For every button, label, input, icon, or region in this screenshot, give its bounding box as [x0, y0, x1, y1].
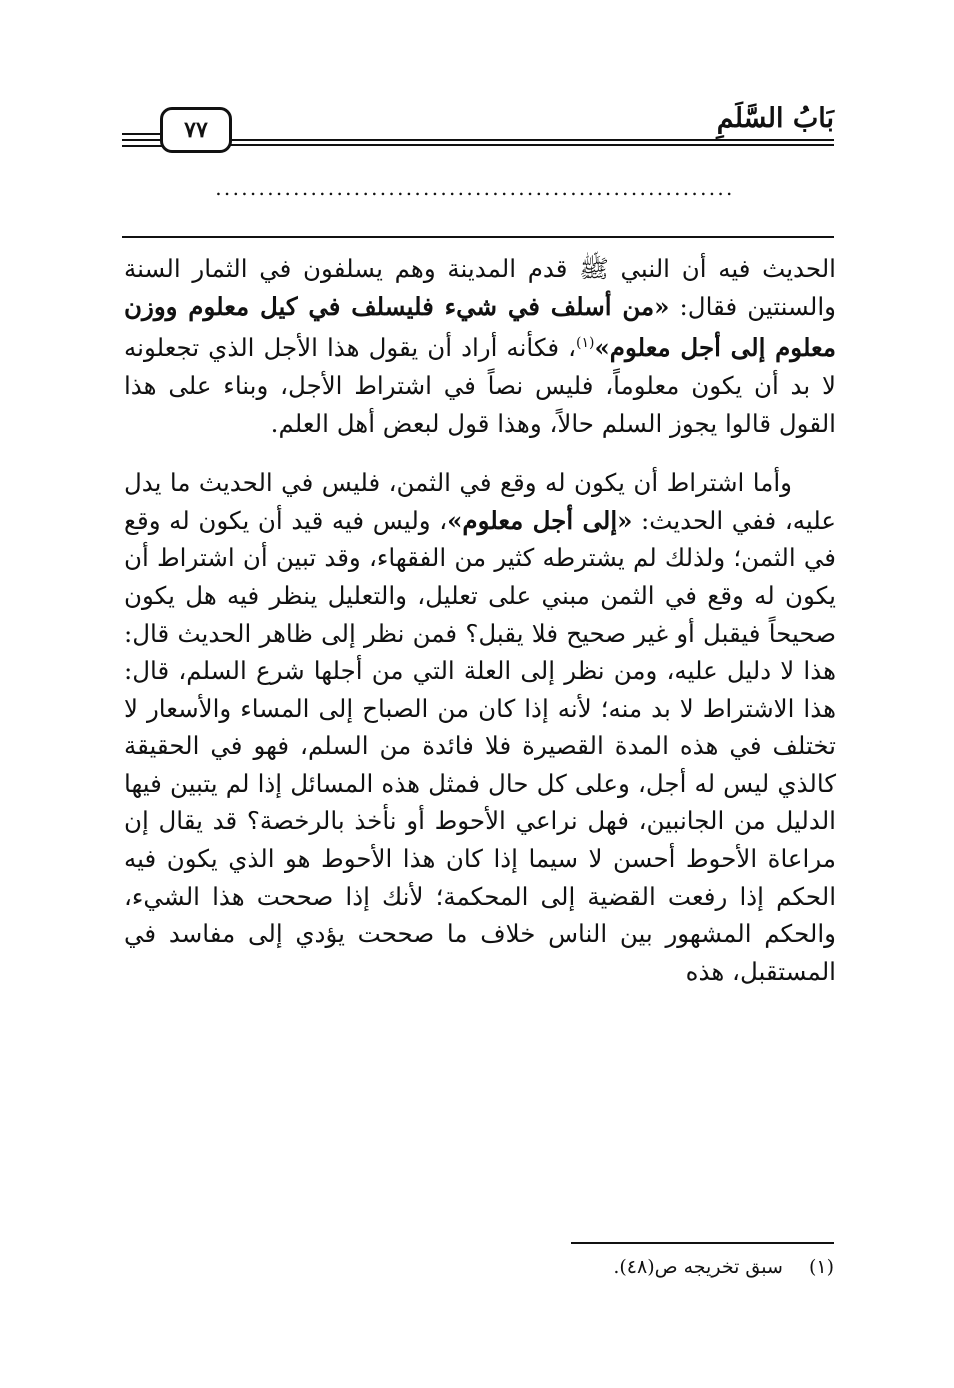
footnote-ref: (١) [576, 335, 595, 352]
footnote [613, 1256, 834, 1278]
page-number: ٧٧ [160, 107, 232, 153]
main-text [124, 250, 836, 990]
paragraph [124, 250, 836, 442]
text-segment: وأما اشتراط أن يكون له وقع في الثمن، فليس في الحديث ما يدل عليه، ففي الحديث: [124, 468, 836, 535]
header-rule [226, 139, 834, 141]
footnote-number: (١) [808, 1256, 834, 1278]
content-rule [122, 236, 834, 238]
footnote-text: سبق تخريجه ص(٤٨). [613, 1256, 783, 1278]
header-rule [226, 144, 834, 146]
header-rule [122, 145, 162, 147]
chapter-title: بَابُ السَّلَمِ [716, 103, 834, 134]
text-segment: ، وليس فيه قيد أن يكون له وقع في الثمن؛ ولذلك لم يشترطه كثير من الفقهاء، وقد تبين أن اشتراط أن يكون له وقع في الثمن مبني على تعليل، والتعليل ينظر فيه هل يكون صحيحاً فيقبل أو غير صحيح فلا يقبل؟ فمن نظر إلى ظاهر الحديث قال: هذا لا دليل عليه، ومن نظر إلى العلة التي من أجلها شرع السلم، قال: هذا الاشتراط لا بد منه؛ لأنه إذا كان من الصباح إلى المساء والأسعار لا تختلف في هذه المدة القصيرة فلا فائدة من السلم، فهو في الحقيقة كالذي ليس له أجل، وعلى كل حال فمثل هذه المسائل إذا لم يتبين فيها الدليل من الجانبين، فهل نراعي الأحوط أو نأخذ بالرخصة؟ قد يقال إن مراعاة الأحوط أحسن لا سيما إذا كان هذا الأحوط هو الذي يكون فيه الحكم إذا رفعت القضية إلى المحكمة؛ لأنك إذا صححت هذا الشيء، والحكم المشهور بين الناس خلاف ما صححت يؤدي إلى مفاسد في المستقبل، هذه [124, 505, 836, 986]
hadith-quote: «من أسلف في شيء فليسلف في كيل معلوم ووزن معلوم إلى أجل معلوم» [124, 291, 837, 363]
text-segment: الحديث فيه أن النبي ﷺ قدم المدينة وهم يسلفون في الثمار السنة والسنتين فقال: [124, 254, 836, 321]
page-header [122, 95, 834, 165]
hadith-quote: «إلى أجل معلوم» [447, 505, 633, 535]
header-rule [122, 139, 162, 141]
header-rule [122, 133, 162, 135]
text-segment: ، فكأنه أراد أن يقول هذا الأجل الذي تجعلونه لا بد أن يكون معلوماً، فليس نصاً في اشتراط الأجل، وبناء على هذا القول قالوا يجوز السلم حالاً، وهذا قول لبعض أهل العلم. [124, 333, 836, 438]
dotted-separator: ............................................................ [215, 176, 735, 200]
footnote-rule [571, 1242, 834, 1244]
paragraph [124, 464, 836, 990]
